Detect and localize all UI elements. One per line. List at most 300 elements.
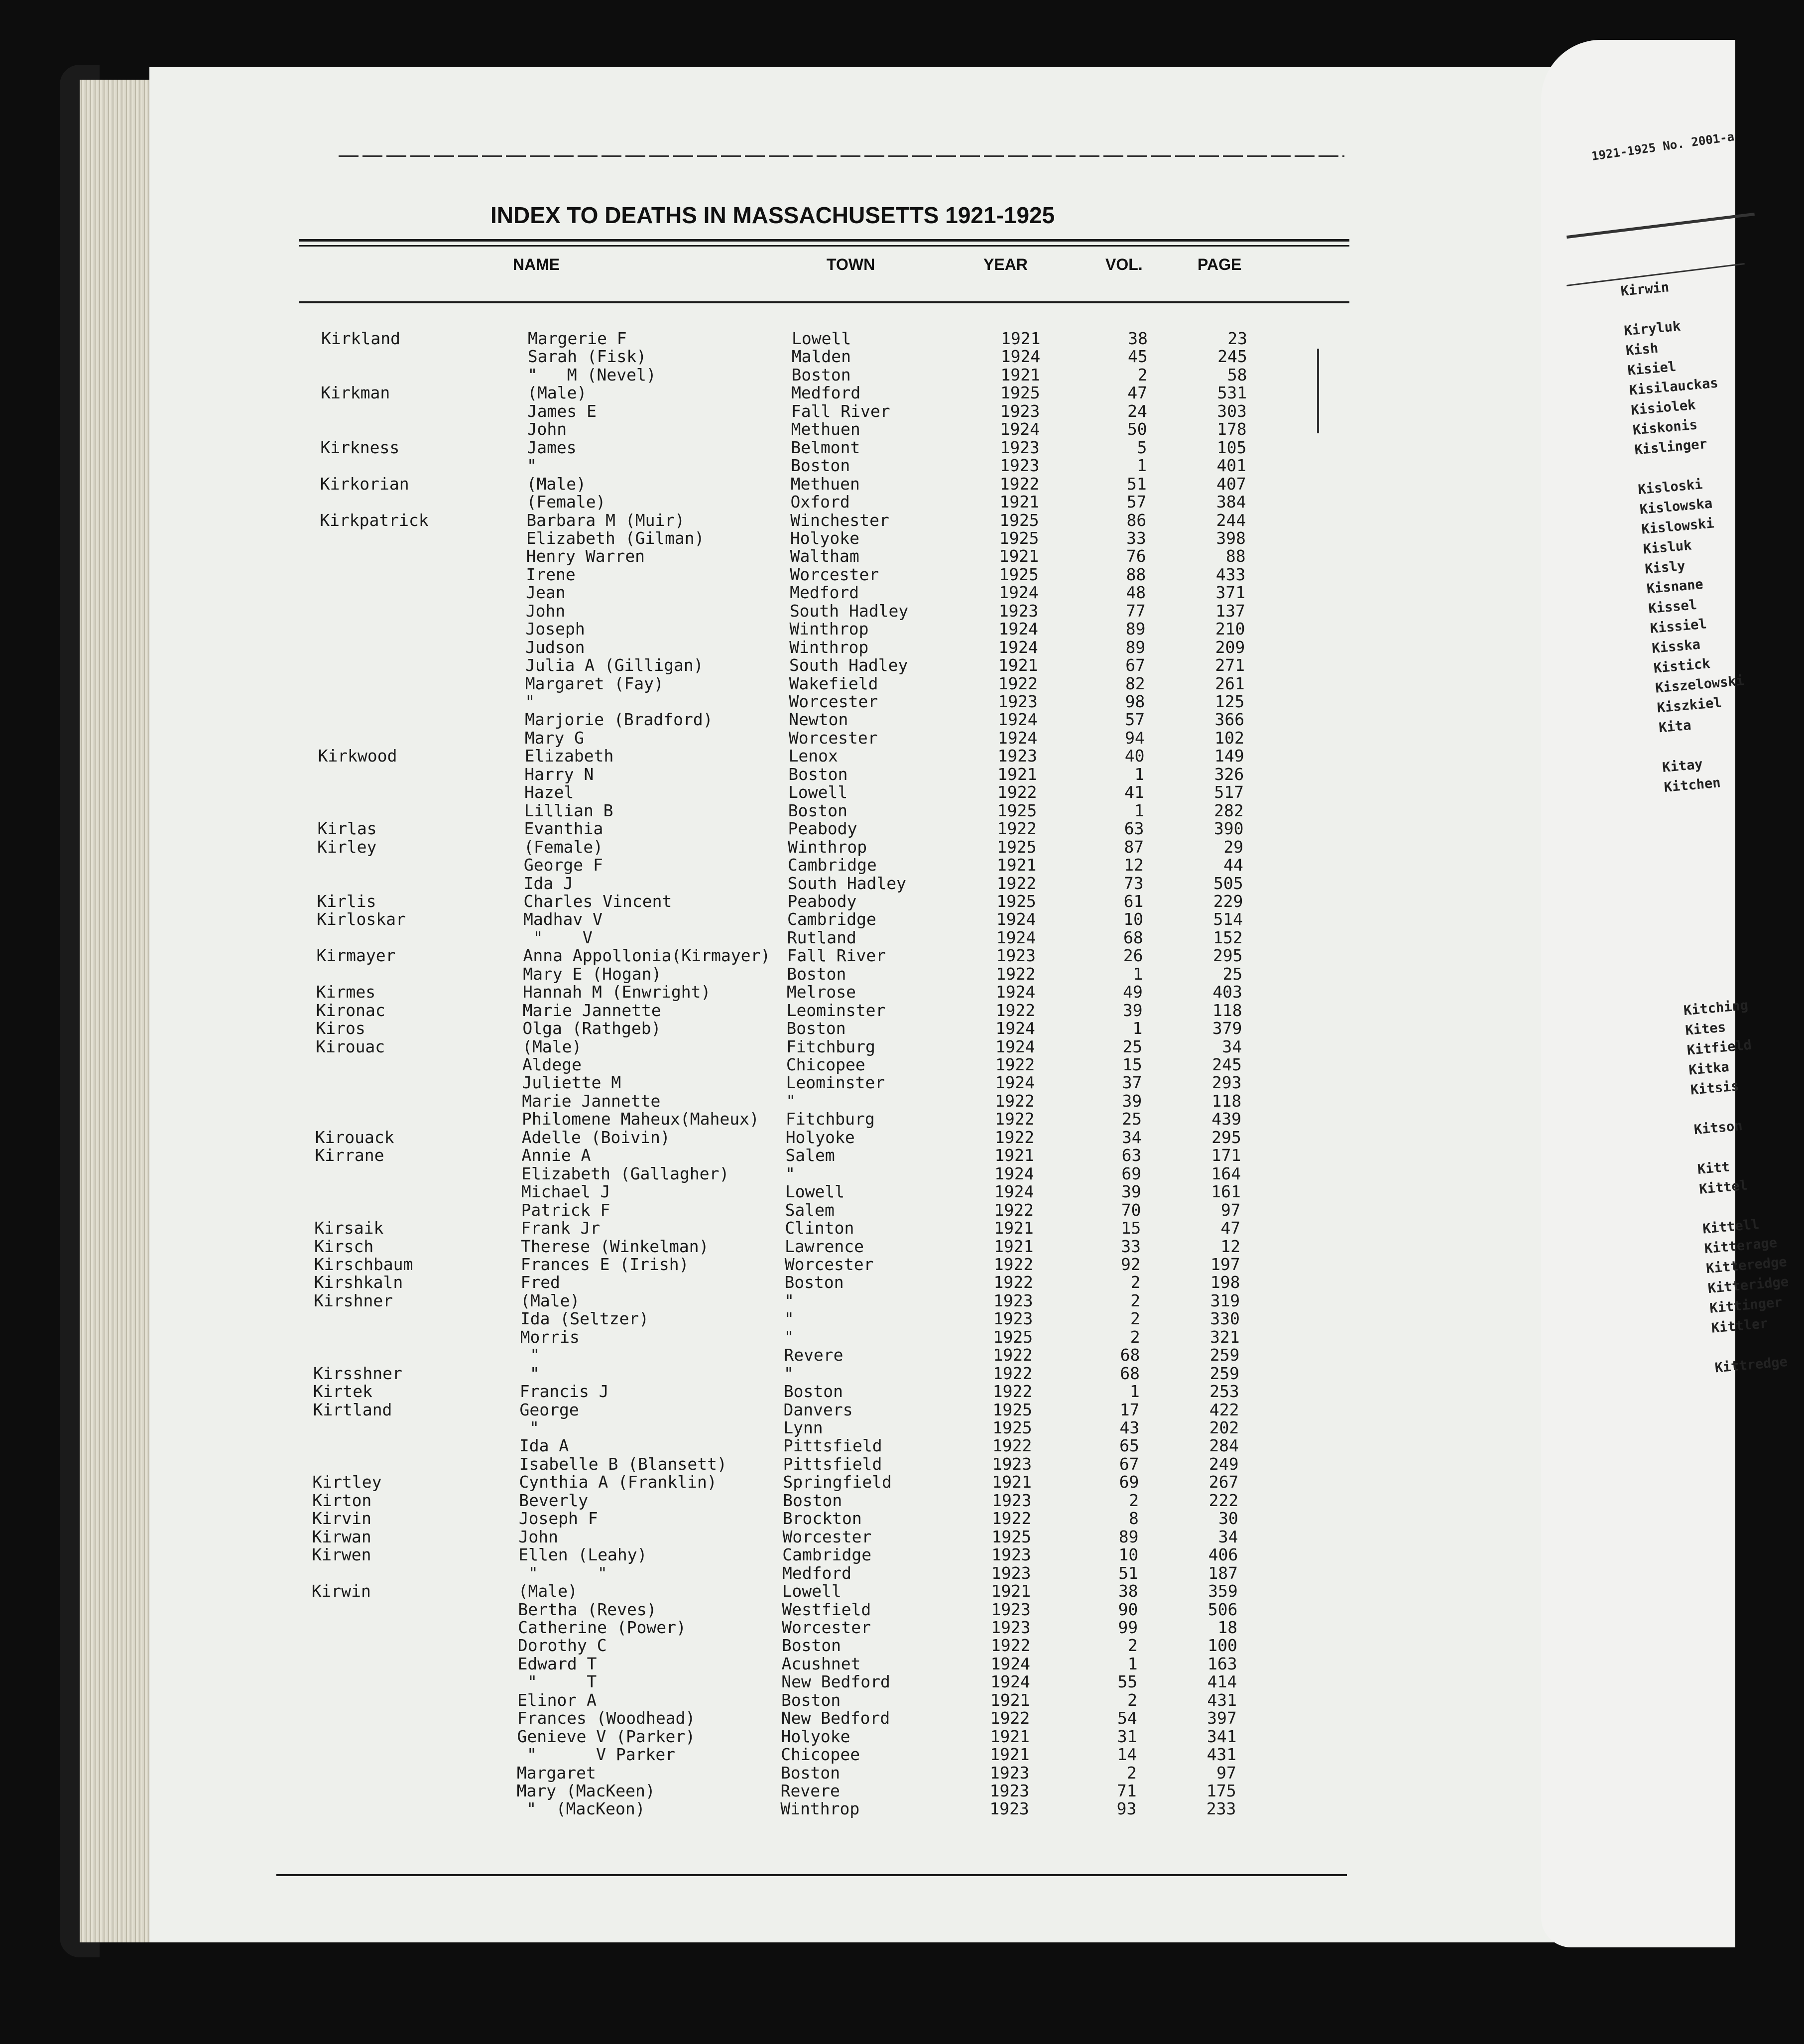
- entry-town: Boston: [791, 365, 851, 384]
- entry-year: 1921: [994, 1218, 1034, 1238]
- entry-surname: Kirmayer: [316, 946, 396, 966]
- entry-given-name: Irene: [526, 564, 576, 584]
- entry-surname: Kirvin: [312, 1509, 372, 1529]
- entry-page: 514: [1213, 909, 1243, 929]
- entry-given-name: Hazel: [524, 782, 574, 802]
- facing-page-name: Kisluk: [1642, 537, 1692, 557]
- entry-surname: Kirwan: [312, 1527, 371, 1546]
- entry-volume: 67: [1125, 655, 1145, 675]
- entry-volume: 63: [1124, 819, 1144, 839]
- entry-page: 102: [1214, 728, 1244, 748]
- entry-page: 406: [1208, 1545, 1238, 1565]
- facing-page-name: Kitteridge: [1707, 1274, 1790, 1297]
- facing-page-name: Kislowska: [1639, 496, 1713, 518]
- header-double-rule-bottom: [299, 245, 1349, 247]
- entry-town: South Hadley: [789, 655, 908, 675]
- entry-volume: 51: [1118, 1563, 1138, 1583]
- entry-volume: 33: [1126, 528, 1146, 548]
- entry-year: 1922: [997, 819, 1037, 839]
- entry-town: Melrose: [786, 982, 856, 1002]
- entry-surname: Kirkwood: [318, 746, 397, 766]
- entry-year: 1923: [989, 1781, 1030, 1800]
- entry-given-name: Morris: [520, 1327, 580, 1347]
- entry-town: South Hadley: [787, 873, 907, 893]
- entry-town: Boston: [787, 964, 846, 984]
- entry-town: Peabody: [788, 819, 857, 839]
- entry-town: Wakefield: [789, 673, 878, 693]
- entry-town: Pittsfield: [783, 1436, 882, 1456]
- entry-page: 244: [1216, 510, 1246, 530]
- entry-page: 407: [1216, 474, 1246, 494]
- entry-given-name: Fred: [520, 1273, 560, 1292]
- entry-volume: 1: [1129, 1382, 1140, 1402]
- entry-page: 25: [1222, 964, 1243, 984]
- entry-given-name: " T: [517, 1672, 597, 1692]
- entry-given-name: George F: [523, 855, 603, 875]
- entry-page: 321: [1210, 1327, 1240, 1347]
- entry-page: 210: [1215, 619, 1245, 639]
- entry-town: Clinton: [785, 1218, 854, 1238]
- facing-page-name: Kiszelowski: [1655, 673, 1745, 696]
- entry-year: 1922: [996, 964, 1036, 984]
- entry-town: Lowell: [782, 1581, 842, 1601]
- entry-volume: 49: [1123, 982, 1143, 1002]
- entry-given-name: Catherine (Power): [518, 1617, 686, 1637]
- entry-surname: Kirwin: [311, 1581, 371, 1601]
- entry-page: 271: [1215, 655, 1245, 675]
- entry-year: 1921: [1001, 329, 1041, 348]
- entry-volume: 92: [1120, 1254, 1141, 1274]
- facing-page-name: Kisiel: [1627, 359, 1677, 379]
- entry-volume: 15: [1122, 1055, 1142, 1074]
- entry-given-name: Anna Appollonia(Kirmayer): [523, 946, 771, 966]
- entry-volume: 1: [1137, 456, 1147, 476]
- entry-surname: Kirkpatrick: [320, 510, 429, 530]
- facing-page-name: Kitfield: [1686, 1037, 1753, 1058]
- entry-page: 259: [1209, 1363, 1240, 1383]
- entry-page: 397: [1207, 1708, 1237, 1728]
- entry-page: 47: [1220, 1218, 1241, 1238]
- entry-page: 12: [1220, 1236, 1240, 1256]
- entry-year: 1925: [997, 800, 1037, 820]
- entry-page: 282: [1214, 800, 1244, 820]
- entry-page: 293: [1211, 1073, 1242, 1093]
- entry-given-name: Annie A: [521, 1146, 591, 1165]
- entry-volume: 2: [1127, 1636, 1138, 1656]
- entry-surname: Kironac: [316, 1000, 385, 1020]
- entry-volume: 25: [1122, 1036, 1143, 1056]
- entry-town: Lowell: [788, 782, 848, 802]
- entry-page: 295: [1212, 946, 1243, 966]
- entry-page: 431: [1206, 1745, 1237, 1765]
- entry-volume: 38: [1118, 1581, 1138, 1601]
- entry-page: 359: [1208, 1581, 1238, 1601]
- entry-volume: 25: [1122, 1109, 1142, 1129]
- entry-town: Salem: [785, 1200, 835, 1220]
- entry-year: 1923: [989, 1799, 1029, 1819]
- entry-page: 390: [1213, 819, 1244, 839]
- entry-volume: 99: [1118, 1617, 1138, 1637]
- entry-given-name: (Male): [518, 1581, 578, 1601]
- entry-surname: Kirtley: [312, 1472, 382, 1492]
- entry-year: 1923: [997, 746, 1038, 766]
- entry-page: 209: [1215, 637, 1245, 657]
- entry-page: 100: [1207, 1636, 1237, 1656]
- entry-surname: Kirlis: [317, 891, 376, 911]
- entry-page: 178: [1217, 419, 1247, 439]
- entry-given-name: Sarah (Fisk): [527, 347, 647, 367]
- entry-town: Medford: [782, 1563, 852, 1583]
- entry-town: Chicopee: [786, 1055, 865, 1074]
- entry-year: 1925: [997, 837, 1037, 857]
- entry-year: 1921: [990, 1690, 1030, 1710]
- entry-page: 149: [1214, 746, 1244, 766]
- entry-volume: 93: [1116, 1799, 1137, 1819]
- entry-surname: Kirouac: [316, 1036, 385, 1056]
- entry-volume: 8: [1128, 1509, 1139, 1529]
- entry-volume: 90: [1118, 1599, 1138, 1619]
- entry-page: 97: [1220, 1200, 1241, 1220]
- entry-page: 175: [1206, 1781, 1236, 1800]
- entry-year: 1922: [995, 1091, 1035, 1111]
- entry-volume: 40: [1124, 746, 1145, 766]
- entry-page: 164: [1211, 1163, 1241, 1183]
- entry-town: Revere: [784, 1345, 843, 1365]
- entry-page: 245: [1217, 347, 1247, 367]
- entry-volume: 2: [1130, 1290, 1141, 1310]
- entry-page: 253: [1209, 1382, 1239, 1402]
- entry-volume: 37: [1122, 1073, 1142, 1093]
- entry-given-name: Harry N: [524, 764, 594, 784]
- entry-year: 1924: [995, 1073, 1035, 1093]
- entry-volume: 39: [1121, 1182, 1141, 1202]
- entry-given-name: John: [518, 1527, 559, 1546]
- entry-page: 44: [1223, 855, 1243, 875]
- entry-town: Waltham: [790, 546, 859, 566]
- entry-page: 422: [1209, 1400, 1239, 1419]
- entry-town: Winthrop: [789, 619, 869, 639]
- entry-town: Worcester: [790, 564, 879, 584]
- entry-volume: 2: [1137, 365, 1148, 384]
- entry-page: 187: [1208, 1563, 1238, 1583]
- entry-year: 1923: [993, 1309, 1033, 1329]
- entry-year: 1921: [992, 1472, 1032, 1492]
- entry-town: Holyoke: [781, 1726, 850, 1746]
- entry-page: 125: [1214, 692, 1245, 711]
- entry-town: Newton: [789, 710, 848, 730]
- entry-town: Winthrop: [789, 637, 869, 657]
- entry-year: 1921: [994, 1146, 1034, 1165]
- facing-page-name: Kitka: [1688, 1059, 1730, 1078]
- entry-year: 1921: [1000, 365, 1040, 384]
- entry-page: 229: [1213, 891, 1243, 911]
- entry-year: 1922: [993, 1254, 1034, 1274]
- entry-given-name: Frances (Woodhead): [517, 1708, 696, 1728]
- entry-page: 137: [1215, 601, 1245, 621]
- entry-volume: 31: [1117, 1726, 1137, 1746]
- entry-town: ": [784, 1309, 794, 1329]
- entry-year: 1921: [996, 855, 1037, 875]
- entry-year: 1923: [1000, 456, 1040, 476]
- entry-volume: 14: [1117, 1745, 1137, 1765]
- entry-surname: Kirtek: [313, 1382, 372, 1402]
- entry-given-name: Olga (Rathgeb): [522, 1019, 661, 1038]
- facing-page-name: Kisiolek: [1630, 397, 1696, 418]
- entry-town: Fall River: [787, 946, 886, 966]
- entry-year: 1923: [989, 1763, 1030, 1783]
- entry-given-name: Judson: [525, 637, 585, 657]
- entry-given-name: Marjorie (Bradford): [525, 710, 713, 730]
- bottom-rule: [276, 1874, 1347, 1876]
- entry-page: 384: [1216, 492, 1246, 512]
- entry-given-name: ": [520, 1345, 540, 1365]
- entry-volume: 5: [1137, 437, 1147, 457]
- entry-town: Boston: [788, 800, 847, 820]
- entry-volume: 73: [1123, 873, 1144, 893]
- facing-page-name: Kittredge: [1714, 1354, 1789, 1376]
- entry-page: 371: [1215, 583, 1246, 603]
- entry-year: 1923: [993, 1290, 1033, 1310]
- entry-volume: 2: [1130, 1273, 1141, 1292]
- entry-volume: 12: [1124, 855, 1144, 875]
- entry-year: 1923: [1000, 401, 1040, 421]
- entry-page: 30: [1218, 1509, 1238, 1529]
- entry-town: Methuen: [791, 419, 860, 439]
- entry-year: 1925: [993, 1327, 1033, 1347]
- entry-year: 1921: [999, 546, 1039, 566]
- facing-page-name: Kitching: [1683, 997, 1749, 1019]
- entry-town: Lowell: [792, 329, 851, 348]
- entry-given-name: Francis J: [519, 1382, 609, 1402]
- facing-page-name: Kitchen: [1663, 775, 1721, 795]
- facing-page-name: Kislinger: [1634, 436, 1708, 458]
- entry-year: 1925: [1000, 383, 1040, 403]
- entry-year: 1923: [991, 1563, 1031, 1583]
- entry-given-name: Joseph: [525, 619, 585, 639]
- entry-given-name: Aldege: [522, 1055, 582, 1074]
- entry-town: Revere: [780, 1781, 840, 1800]
- entry-page: 202: [1209, 1418, 1239, 1437]
- entry-given-name: Julia A (Gilligan): [525, 655, 704, 675]
- entry-given-name: ": [520, 1363, 540, 1383]
- facing-page-name: Kislowski: [1641, 515, 1715, 537]
- margin-bracket-mark: [1317, 349, 1319, 433]
- entry-town: Boston: [781, 1636, 842, 1656]
- entry-page: 341: [1206, 1726, 1237, 1746]
- entry-page: 18: [1217, 1617, 1238, 1637]
- page-title: INDEX TO DEATHS IN MASSACHUSETTS 1921-1925: [490, 202, 1055, 228]
- facing-page-name: Kiszkiel: [1656, 695, 1722, 716]
- entry-town: Lowell: [785, 1182, 845, 1202]
- entry-given-name: (Female): [524, 837, 603, 857]
- entry-year: 1924: [990, 1672, 1030, 1692]
- entry-year: 1922: [993, 1345, 1033, 1365]
- facing-page-name: Kistick: [1653, 656, 1711, 676]
- entry-given-name: Ida J: [523, 873, 573, 893]
- entry-year: 1924: [995, 1036, 1035, 1056]
- entry-volume: 2: [1127, 1690, 1137, 1710]
- entry-year: 1925: [999, 528, 1039, 548]
- entry-given-name: (Male): [522, 1036, 582, 1056]
- facing-page-name: Kiskonis: [1632, 417, 1698, 438]
- entry-volume: 48: [1126, 583, 1146, 603]
- entry-year: 1924: [999, 583, 1039, 603]
- entry-given-name: Elizabeth: [524, 746, 614, 766]
- entry-given-name: Philomene Maheux(Maheux): [521, 1109, 759, 1129]
- entry-given-name: Genieve V (Parker): [517, 1726, 696, 1746]
- entry-town: Boston: [780, 1763, 841, 1783]
- facing-page-name: Kish: [1625, 340, 1659, 359]
- entry-town: ": [784, 1363, 794, 1383]
- entry-volume: 1: [1132, 1019, 1143, 1038]
- entry-town: Springfield: [783, 1472, 892, 1492]
- entry-volume: 55: [1117, 1672, 1138, 1692]
- entry-town: ": [786, 1091, 796, 1111]
- entry-given-name: Michael J: [521, 1182, 610, 1202]
- entry-volume: 10: [1123, 909, 1144, 929]
- entry-year: 1921: [994, 1236, 1034, 1256]
- entry-year: 1921: [997, 764, 1037, 784]
- entry-volume: 94: [1125, 728, 1145, 748]
- entry-page: 171: [1211, 1146, 1241, 1165]
- entry-year: 1922: [994, 1200, 1034, 1220]
- entry-town: Boston: [788, 764, 848, 784]
- entry-year: 1924: [995, 982, 1036, 1002]
- entry-year: 1923: [991, 1617, 1031, 1637]
- entry-page: 261: [1215, 673, 1245, 693]
- entry-year: 1923: [992, 1454, 1032, 1474]
- entry-year: 1922: [991, 1509, 1032, 1529]
- entry-given-name: Juliette M: [522, 1073, 621, 1093]
- entry-given-name: Adelle (Boivin): [521, 1127, 670, 1147]
- entry-volume: 39: [1122, 1000, 1143, 1020]
- entry-year: 1923: [998, 692, 1038, 711]
- entry-page: 29: [1223, 837, 1244, 857]
- entry-year: 1924: [995, 1019, 1035, 1038]
- facing-page-name: Kisloski: [1637, 476, 1703, 498]
- entry-given-name: Mary E (Hogan): [523, 964, 662, 984]
- entry-town: Brockton: [782, 1509, 862, 1529]
- entry-given-name: Jean: [526, 583, 566, 603]
- column-header-year: YEAR: [983, 256, 1028, 273]
- entry-surname: Kirwen: [312, 1545, 371, 1565]
- entry-town: Malden: [791, 347, 851, 367]
- entry-volume: 26: [1123, 946, 1143, 966]
- entry-town: Leominster: [786, 1073, 885, 1093]
- entry-year: 1925: [999, 510, 1039, 530]
- entry-year: 1922: [990, 1636, 1031, 1656]
- entry-volume: 2: [1130, 1309, 1140, 1329]
- entry-page: 152: [1213, 927, 1243, 947]
- facing-page-name: Kitterage: [1703, 1235, 1778, 1257]
- entry-surname: Kirley: [317, 837, 377, 857]
- entry-page: 319: [1210, 1290, 1240, 1310]
- entry-page: 439: [1211, 1109, 1241, 1129]
- entry-year: 1923: [991, 1545, 1031, 1565]
- entry-year: 1924: [998, 637, 1038, 657]
- entry-page: 379: [1212, 1019, 1242, 1038]
- entry-given-name: Bertha (Reves): [518, 1599, 657, 1619]
- entry-year: 1921: [991, 1581, 1031, 1601]
- entry-page: 88: [1225, 546, 1246, 566]
- entry-given-name: Mary (MacKeen): [516, 1781, 655, 1800]
- entry-surname: Kirloskar: [317, 909, 406, 929]
- entry-page: 249: [1209, 1454, 1239, 1474]
- entry-town: Winchester: [790, 510, 889, 530]
- entry-given-name: Margaret (Fay): [525, 673, 664, 693]
- entry-year: 1922: [994, 1109, 1035, 1129]
- entry-volume: 89: [1118, 1527, 1139, 1546]
- entry-volume: 38: [1128, 329, 1148, 348]
- entry-volume: 68: [1123, 927, 1143, 947]
- entry-page: 58: [1227, 365, 1247, 384]
- entry-page: 245: [1212, 1055, 1242, 1074]
- entry-given-name: Edward T: [517, 1654, 597, 1673]
- entry-volume: 1: [1134, 764, 1145, 784]
- entry-year: 1924: [994, 1163, 1034, 1183]
- entry-town: Westfield: [782, 1599, 871, 1619]
- entry-given-name: Cynthia A (Franklin): [519, 1472, 717, 1492]
- entry-town: New Bedford: [781, 1672, 890, 1692]
- entry-page: 163: [1207, 1654, 1237, 1673]
- entry-page: 233: [1206, 1799, 1236, 1819]
- entry-year: 1924: [1000, 347, 1041, 367]
- entry-town: Holyoke: [785, 1127, 855, 1147]
- entry-page: 433: [1215, 564, 1246, 584]
- entry-given-name: Dorothy C: [517, 1636, 607, 1656]
- entry-year: 1922: [990, 1708, 1030, 1728]
- entry-town: Salem: [785, 1146, 835, 1165]
- entry-given-name: Hannah M (Enwright): [522, 982, 711, 1002]
- entry-surname: Kirouack: [315, 1127, 394, 1147]
- entry-volume: 86: [1126, 510, 1147, 530]
- entry-town: Worcester: [784, 1254, 874, 1274]
- entry-year: 1922: [992, 1382, 1033, 1402]
- entry-page: 366: [1214, 710, 1245, 730]
- entry-town: Lynn: [783, 1418, 823, 1437]
- entry-given-name: John: [527, 419, 567, 439]
- entry-given-name: Mary G: [524, 728, 585, 748]
- top-rule: [339, 155, 1344, 157]
- entry-surname: Kirkness: [320, 437, 400, 457]
- facing-page-name: Kissel: [1648, 597, 1698, 617]
- entry-volume: 77: [1126, 601, 1146, 621]
- entry-volume: 57: [1126, 492, 1147, 512]
- entry-page: 295: [1211, 1127, 1241, 1147]
- entry-town: Rutland: [787, 927, 856, 947]
- entry-volume: 68: [1120, 1363, 1140, 1383]
- entry-town: Peabody: [787, 891, 857, 911]
- facing-page-name: Kittell: [1702, 1216, 1760, 1237]
- entry-town: Worcester: [782, 1617, 871, 1637]
- entry-surname: Kirrane: [315, 1146, 384, 1165]
- entry-surname: Kirkland: [321, 329, 400, 348]
- entry-volume: 89: [1125, 619, 1146, 639]
- entry-surname: Kirshner: [314, 1290, 393, 1310]
- entry-given-name: Ida (Seltzer): [520, 1309, 649, 1329]
- entry-given-name: Madhav V: [523, 909, 602, 929]
- entry-volume: 1: [1133, 964, 1143, 984]
- entry-given-name: Patrick F: [521, 1200, 610, 1220]
- entry-page: 398: [1216, 528, 1246, 548]
- facing-page-name: Kitt: [1696, 1159, 1731, 1177]
- entry-year: 1924: [1000, 419, 1040, 439]
- entry-year: 1923: [992, 1490, 1032, 1510]
- column-header-vol: VOL.: [1105, 256, 1143, 273]
- entry-town: Chicopee: [781, 1745, 860, 1765]
- entry-volume: 43: [1119, 1418, 1140, 1437]
- facing-page-name: Kitson: [1693, 1118, 1743, 1138]
